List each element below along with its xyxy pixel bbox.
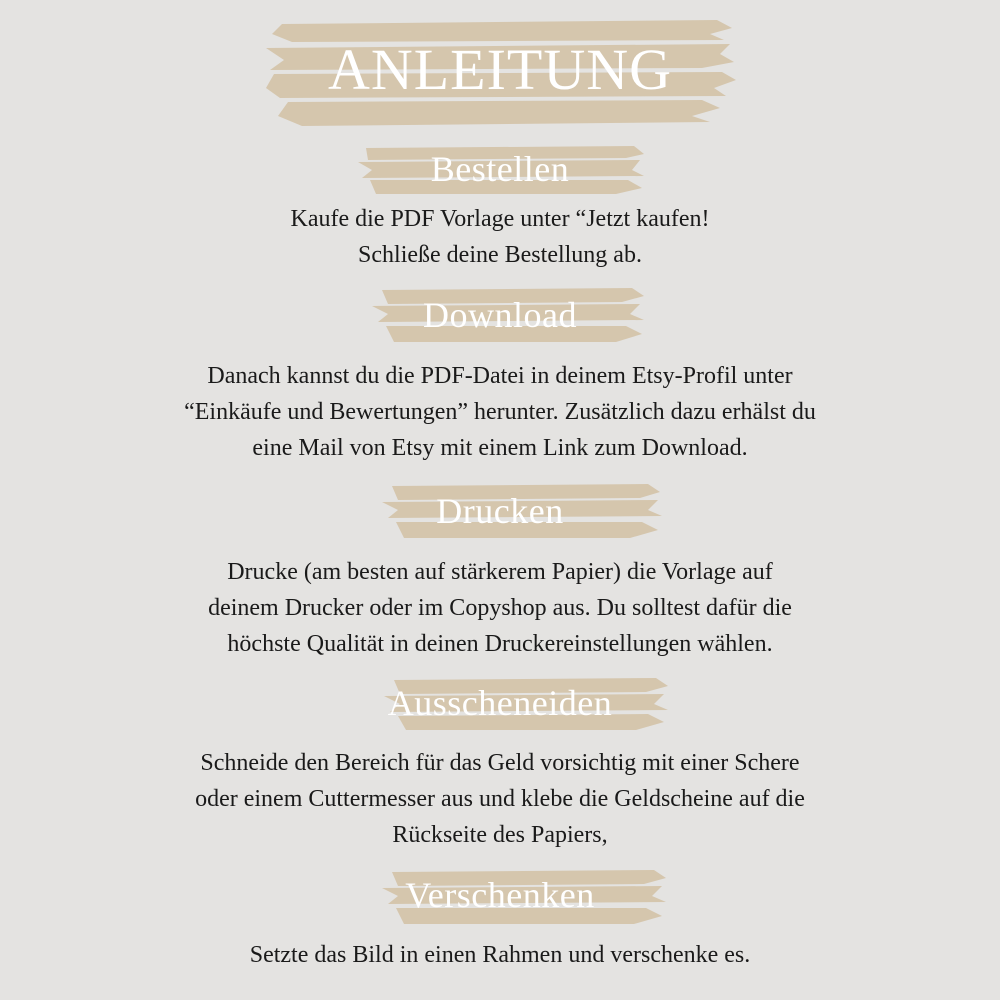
text-line: Rückseite des Papiers, bbox=[392, 822, 608, 848]
section-body-ausscheneiden bbox=[0, 745, 1000, 853]
text-line: oder einem Cuttermesser aus und klebe die Geldscheine auf die bbox=[195, 786, 805, 812]
text-line: eine Mail von Etsy mit einem Link zum Download. bbox=[252, 435, 748, 461]
text-line: Setzte das Bild in einen Rahmen und verschenke es. bbox=[249, 942, 751, 968]
text-line: Danach kannst du die PDF-Datei in deinem Etsy-Profil unter bbox=[207, 363, 793, 389]
page-title: ANLEITUNG bbox=[327, 37, 673, 102]
section-heading-drucken: Drucken bbox=[436, 491, 564, 531]
text-line: “Einkäufe und Bewertungen” herunter. Zusätzlich dazu erhälst du bbox=[184, 399, 816, 425]
text-line: Kaufe die PDF Vorlage unter “Jetzt kaufen! bbox=[290, 206, 710, 232]
section-body-verschenken bbox=[0, 937, 1000, 973]
section-heading-ausscheneiden: Ausscheneiden bbox=[387, 683, 613, 723]
section-body-drucken bbox=[0, 554, 1000, 662]
section-body-download bbox=[0, 358, 1000, 466]
section-heading-bestellen: Bestellen bbox=[430, 149, 570, 189]
text-line: Schließe deine Bestellung ab. bbox=[358, 242, 642, 268]
section-body-bestellen bbox=[0, 201, 1000, 273]
section-heading-download: Download bbox=[423, 295, 577, 335]
text-line: höchste Qualität in deinen Druckereinstellungen wählen. bbox=[227, 631, 773, 657]
section-heading-verschenken: Verschenken bbox=[405, 875, 595, 915]
text-line: Drucke (am besten auf stärkerem Papier) die Vorlage auf bbox=[227, 559, 773, 585]
text-line: Schneide den Bereich für das Geld vorsichtig mit einer Schere bbox=[200, 750, 800, 776]
text-line: deinem Drucker oder im Copyshop aus. Du solltest dafür die bbox=[208, 595, 792, 621]
